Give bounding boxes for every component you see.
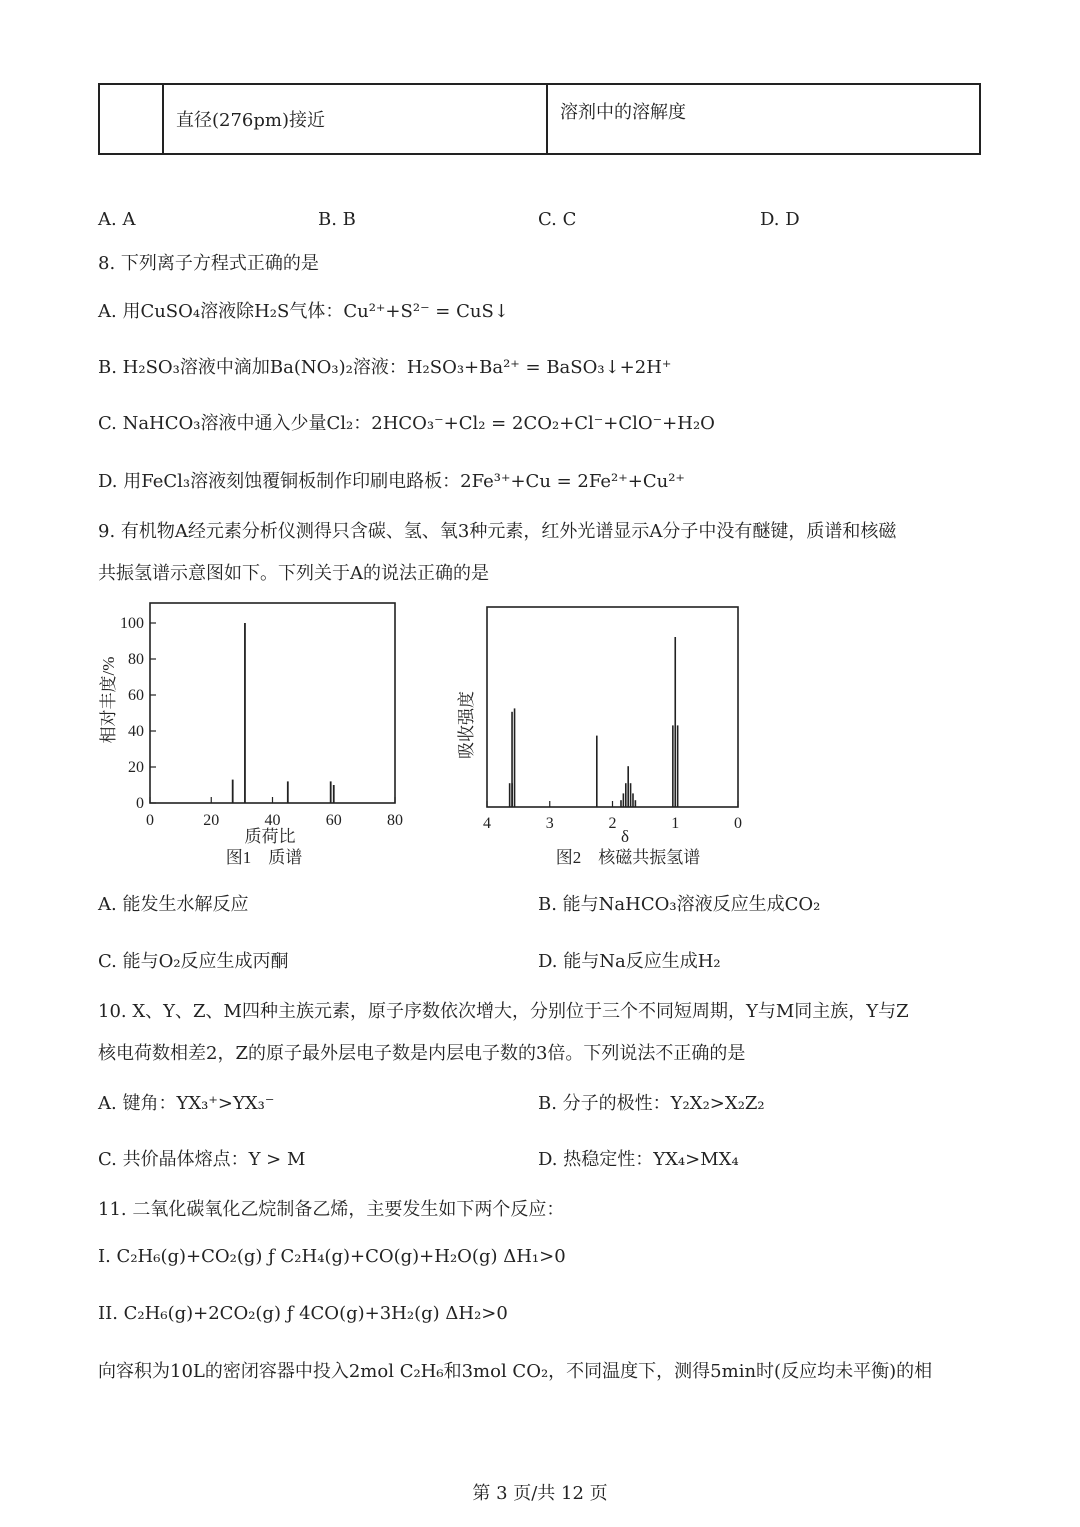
ms-title: 图1 质谱 — [225, 848, 303, 867]
q9-stem-line2: 共振氢谱示意图如下。下列关于A的说法正确的是 — [98, 563, 489, 584]
nmr-title: 图2 核磁共振氢谱 — [555, 848, 701, 867]
ms-xlabel: 质荷比 — [244, 827, 296, 846]
mass-spectrum-chart — [90, 595, 420, 875]
q11-reaction-1: I. C₂H₆(g)+CO₂(g) ƒ C₂H₄(g)+CO(g)+H₂O(g) ΔH₁>0 — [98, 1246, 566, 1267]
nmr-xtick-label: 1 — [671, 815, 680, 832]
q9-option-a: A. 能发生水解反应 — [98, 894, 249, 915]
q7-option-d: D. D — [760, 209, 800, 230]
q8-option-b: B. H₂SO₃溶液中滴加Ba(NO₃)₂溶液：H₂SO₃+Ba²⁺ = BaSO₃↓+2H⁺ — [98, 357, 672, 378]
q8-stem: 8. 下列离子方程式正确的是 — [98, 253, 319, 274]
ms-ytick-label: 100 — [120, 615, 144, 632]
ms-ytick-label: 0 — [136, 795, 144, 812]
ms-ytick-label: 40 — [128, 723, 144, 740]
ms-xtick-label: 40 — [264, 812, 281, 829]
nmr-xtick-label: 4 — [483, 815, 491, 832]
q11-stem: 11. 二氧化碳氧化乙烷制备乙烯，主要发生如下两个反应： — [98, 1199, 565, 1220]
nmr-xtick-label: 3 — [545, 815, 554, 832]
nmr-xtick-label: 0 — [734, 815, 742, 832]
ms-xtick-label: 80 — [387, 812, 403, 829]
page-footer: 第 3 页/共 12 页 — [472, 1483, 608, 1504]
q7-option-a: A. A — [98, 209, 136, 230]
q8-option-d: D. 用FeCl₃溶液刻蚀覆铜板制作印刷电路板：2Fe³⁺+Cu = 2Fe²⁺+Cu²⁺ — [98, 471, 685, 492]
q7-option-c: C. C — [538, 209, 577, 230]
nmr-spectrum-chart — [450, 595, 770, 875]
answer-table-row — [98, 83, 981, 155]
table-cell-b: 直径(276pm)接近 — [163, 84, 547, 154]
nmr-xtick-label: 2 — [608, 815, 617, 832]
table-cell-c: 溶剂中的溶解度 — [547, 84, 980, 154]
q10-option-d: D. 热稳定性：YX₄>MX₄ — [538, 1149, 739, 1170]
q7-option-b: B. B — [318, 209, 356, 230]
q8-option-c: C. NaHCO₃溶液中通入少量Cl₂：2HCO₃⁻+Cl₂ = 2CO₂+Cl⁻+ClO⁻+H₂O — [98, 413, 715, 434]
ms-ytick-label: 80 — [128, 651, 144, 668]
ms-xtick-label: 60 — [325, 812, 342, 829]
q10-option-c: C. 共价晶体熔点：Y > M — [98, 1149, 306, 1170]
ms-xtick-label: 20 — [203, 812, 220, 829]
q9-stem-line1: 9. 有机物A经元素分析仪测得只含碳、氢、氧3种元素，红外光谱显示A分子中没有醚键，质谱和核磁 — [98, 521, 897, 542]
q11-last-line: 向容积为10L的密闭容器中投入2mol C₂H₆和3mol CO₂，不同温度下，测得5min时(反应均未平衡)的相 — [98, 1361, 933, 1382]
q8-option-a: A. 用CuSO₄溶液除H₂S气体：Cu²⁺+S²⁻ = CuS↓ — [98, 301, 509, 322]
ms-ytick-label: 60 — [128, 687, 144, 704]
ms-xtick-label: 0 — [146, 812, 154, 829]
q10-stem-line1: 10. X、Y、Z、M四种主族元素，原子序数依次增大，分别位于三个不同短周期，Y与M同主族，Y与Z — [98, 1001, 909, 1022]
ms-plot-frame — [150, 603, 395, 803]
q9-option-b: B. 能与NaHCO₃溶液反应生成CO₂ — [538, 894, 821, 915]
q11-reaction-2: II. C₂H₆(g)+2CO₂(g) ƒ 4CO(g)+3H₂(g) ΔH₂>0 — [98, 1303, 508, 1324]
q9-option-c: C. 能与O₂反应生成丙酮 — [98, 951, 289, 972]
q10-stem-line2: 核电荷数相差2，Z的原子最外层电子数是内层电子数的3倍。下列说法不正确的是 — [98, 1043, 746, 1064]
ms-ylabel: 相对丰度/% — [99, 656, 118, 744]
nmr-ylabel: 吸收强度 — [457, 691, 476, 759]
nmr-xlabel: δ — [620, 827, 630, 846]
q9-option-d: D. 能与Na反应生成H₂ — [538, 951, 721, 972]
q10-option-b: B. 分子的极性：Y₂X₂>X₂Z₂ — [538, 1093, 765, 1114]
q10-option-a: A. 键角：YX₃⁺>YX₃⁻ — [98, 1093, 275, 1114]
nmr-plot-frame — [487, 607, 738, 807]
table-cell-empty — [99, 84, 163, 154]
ms-ytick-label: 20 — [128, 759, 144, 776]
